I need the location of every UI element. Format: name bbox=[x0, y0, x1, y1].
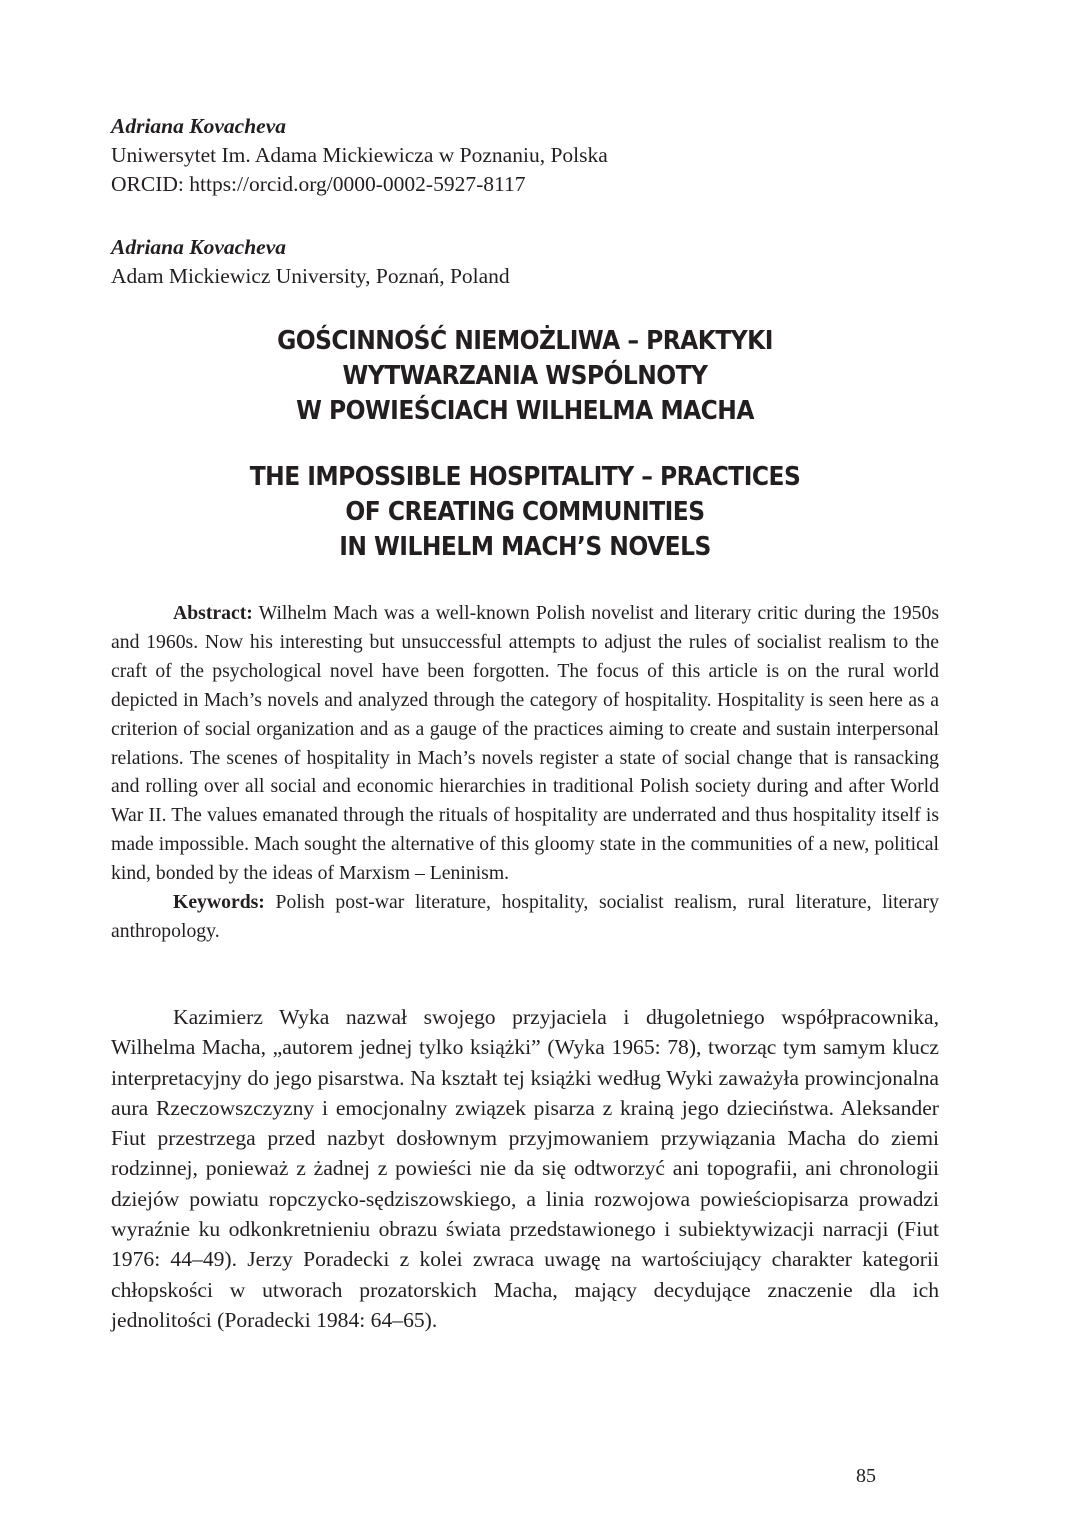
title-english-line-3: IN WILHELM MACH’S NOVELS bbox=[339, 532, 711, 562]
author-name-english: Adriana Kovacheva bbox=[111, 235, 286, 259]
abstract-text: Wilhelm Mach was a well-known Polish novelist and literary critic during the 1950s and 1960s. Now his interesting but unsuccessful attempts to adjust the rules of socialist realism to the craft of the psychological novel have been forgotten. The focus of this article is on the rural world depicted in Mach’s novels and analyzed through the category of hospitality. Hospitality is seen here as a criterion of social organization and as a gauge of the practices aiming to create and sustain interpersonal relations. The scenes of hospitality in Mach’s novels register a state of social change that is ransacking and rolling over all social and economic hierarchies in traditional Polish society during and after World War II. The values emanated through the rituals of hospitality are underrated and thus hospitality itself is made impossible. Mach sought the alternative of this gloomy state in the communities of a new, political kind, bonded by the ideas of Marxism – Leninism. bbox=[111, 602, 939, 885]
title-english-line-1: THE IMPOSSIBLE HOSPITALITY – PRACTICES bbox=[249, 462, 801, 492]
keywords-paragraph bbox=[111, 888, 939, 946]
abstract-section bbox=[111, 599, 939, 946]
author-name-polish: Adriana Kovacheva bbox=[111, 114, 286, 138]
author-block-polish bbox=[111, 112, 971, 199]
title-polish-line-3: W POWIEŚCIACH WILHELMA MACHA bbox=[296, 396, 754, 426]
page-number: 85 bbox=[856, 1465, 876, 1487]
keywords-text: Polish post-war literature, hospitality, socialist realism, rural literature, literary anthropology. bbox=[111, 891, 940, 942]
title-polish bbox=[152, 324, 897, 429]
body-text bbox=[111, 1002, 939, 1335]
author-affiliation-polish: Uniwersytet Im. Adama Mickiewicza w Poznaniu, Polska bbox=[111, 143, 608, 167]
abstract-label: Abstract: bbox=[173, 602, 253, 624]
title-polish-line-2: WYTWARZANIA WSPÓLNOTY bbox=[342, 361, 708, 391]
author-affiliation-english: Adam Mickiewicz University, Poznań, Poland bbox=[111, 264, 510, 288]
author-block-english bbox=[111, 233, 971, 291]
title-english-line-2: OF CREATING COMMUNITIES bbox=[345, 497, 705, 527]
author-orcid: ORCID: https://orcid.org/0000-0002-5927-8117 bbox=[111, 172, 526, 196]
title-polish-line-1: GOŚCINNOŚĆ NIEMOŻLIWA – PRAKTYKI bbox=[277, 326, 773, 356]
body-paragraph-1: Kazimierz Wyka nazwał swojego przyjaciela i długoletniego współpracownika, Wilhelma Macha, „autorem jednej tylko książki” (Wyka 1965: 78), tworząc tym samym klucz interpretacyjny do jego pisarstwa. Na kształt tej książki według Wyki zaważyła prowincjonalna aura Rzeczowszczyzny i emocjonalny związek pisarza z krainą jego dzieciństwa. Aleksander Fiut przestrzega przed nazbyt dosłownym przyjmowaniem przywiązania Macha do ziemi rodzinnej, ponieważ z żadnej z powieści nie da się odtworzyć ani topografii, ani chronologii dziejów powiatu ropczycko-sędziszowskiego, a linia rozwojowa powieściopisarza prowadzi wyraźnie ku odkonkretnieniu obrazu świata przedstawionego i subiektywizacji narracji (Fiut 1976: 44–49). Jerzy Poradecki z kolei zwraca uwagę na wartościujący charakter kategorii chłopskości w utworach prozatorskich Macha, mający decydujące znaczenie dla ich jednolitości (Poradecki 1984: 64–65). bbox=[111, 1005, 939, 1332]
keywords-label: Keywords: bbox=[173, 891, 265, 914]
abstract-paragraph bbox=[111, 599, 939, 888]
title-english bbox=[152, 460, 897, 565]
